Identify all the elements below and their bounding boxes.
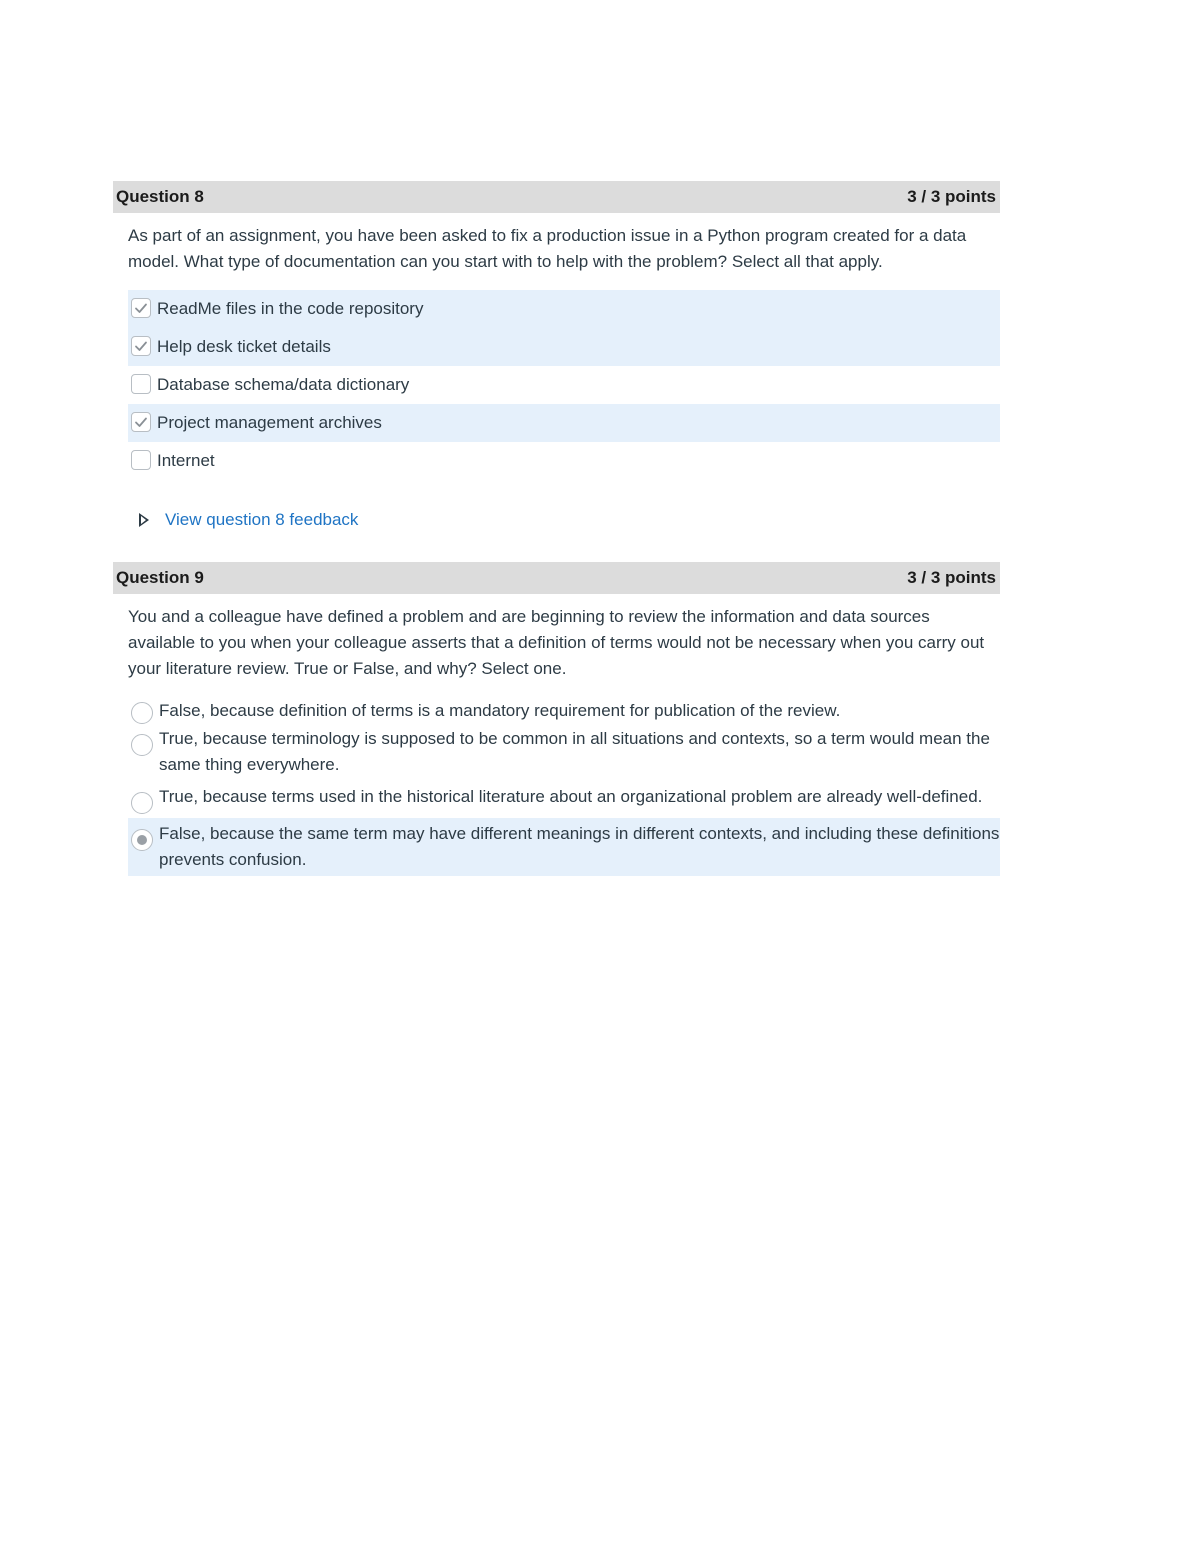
answer-option[interactable] xyxy=(128,442,1000,480)
question-points: 3 / 3 points xyxy=(907,568,996,587)
question-text: As part of an assignment, you have been asked to fix a production issue in a Python program created for a data model. What type of documentation can you start with to help with the problem? Select all that apply. xyxy=(128,226,967,271)
checkbox[interactable] xyxy=(131,374,151,394)
answer-label: Database schema/data dictionary xyxy=(157,375,410,394)
radio-selected-dot xyxy=(137,835,147,845)
answer-label: False, because definition of terms is a mandatory requirement for publication of the review. xyxy=(159,701,841,720)
answer-label: Help desk ticket details xyxy=(157,337,331,356)
answer-option[interactable] xyxy=(128,328,1000,366)
answer-option[interactable] xyxy=(128,696,1000,724)
check-icon xyxy=(134,301,148,315)
answer-option[interactable] xyxy=(128,782,1000,818)
checkbox[interactable] xyxy=(131,412,151,432)
radio-button[interactable] xyxy=(131,702,153,724)
view-feedback-link[interactable]: View question 8 feedback xyxy=(165,510,359,529)
answer-label: Internet xyxy=(157,451,215,470)
answer-label: ReadMe files in the code repository xyxy=(157,299,424,318)
question-header xyxy=(113,181,1000,213)
triangle-right-icon xyxy=(139,513,149,527)
question-text: You and a colleague have defined a problem and are beginning to review the information and data sources available to you when your colleague asserts that a definition of terms would not be necessary when you carry out your literature review. True or False, and why? Select one. xyxy=(128,607,985,678)
answer-list xyxy=(113,290,1000,480)
answer-option[interactable] xyxy=(128,404,1000,442)
question-points: 3 / 3 points xyxy=(907,187,996,206)
question-8 xyxy=(113,181,1000,530)
answer-label: False, because the same term may have different meanings in different contexts, and including these definitions prevents confusion. xyxy=(159,824,1000,869)
answer-label: True, because terms used in the historical literature about an organizational problem are already well-defined. xyxy=(159,787,983,806)
answer-option[interactable] xyxy=(128,290,1000,328)
question-title: Question 9 xyxy=(116,568,204,587)
question-9 xyxy=(113,562,1000,876)
answer-label: Project management archives xyxy=(157,413,382,432)
check-icon xyxy=(134,415,148,429)
question-title: Question 8 xyxy=(116,187,204,206)
answer-option[interactable] xyxy=(128,366,1000,404)
answer-option[interactable] xyxy=(128,818,1000,876)
check-icon xyxy=(134,339,148,353)
answer-option[interactable] xyxy=(128,724,1000,782)
radio-button[interactable] xyxy=(131,792,153,814)
answer-list xyxy=(113,696,1000,876)
answer-label: True, because terminology is supposed to be common in all situations and contexts, so a term would mean the same thing everywhere. xyxy=(159,729,990,774)
radio-button[interactable] xyxy=(131,734,153,756)
feedback-toggle[interactable] xyxy=(139,510,1000,530)
radio-button[interactable] xyxy=(131,829,153,851)
checkbox[interactable] xyxy=(131,298,151,318)
question-header xyxy=(113,562,1000,594)
checkbox[interactable] xyxy=(131,450,151,470)
checkbox[interactable] xyxy=(131,336,151,356)
